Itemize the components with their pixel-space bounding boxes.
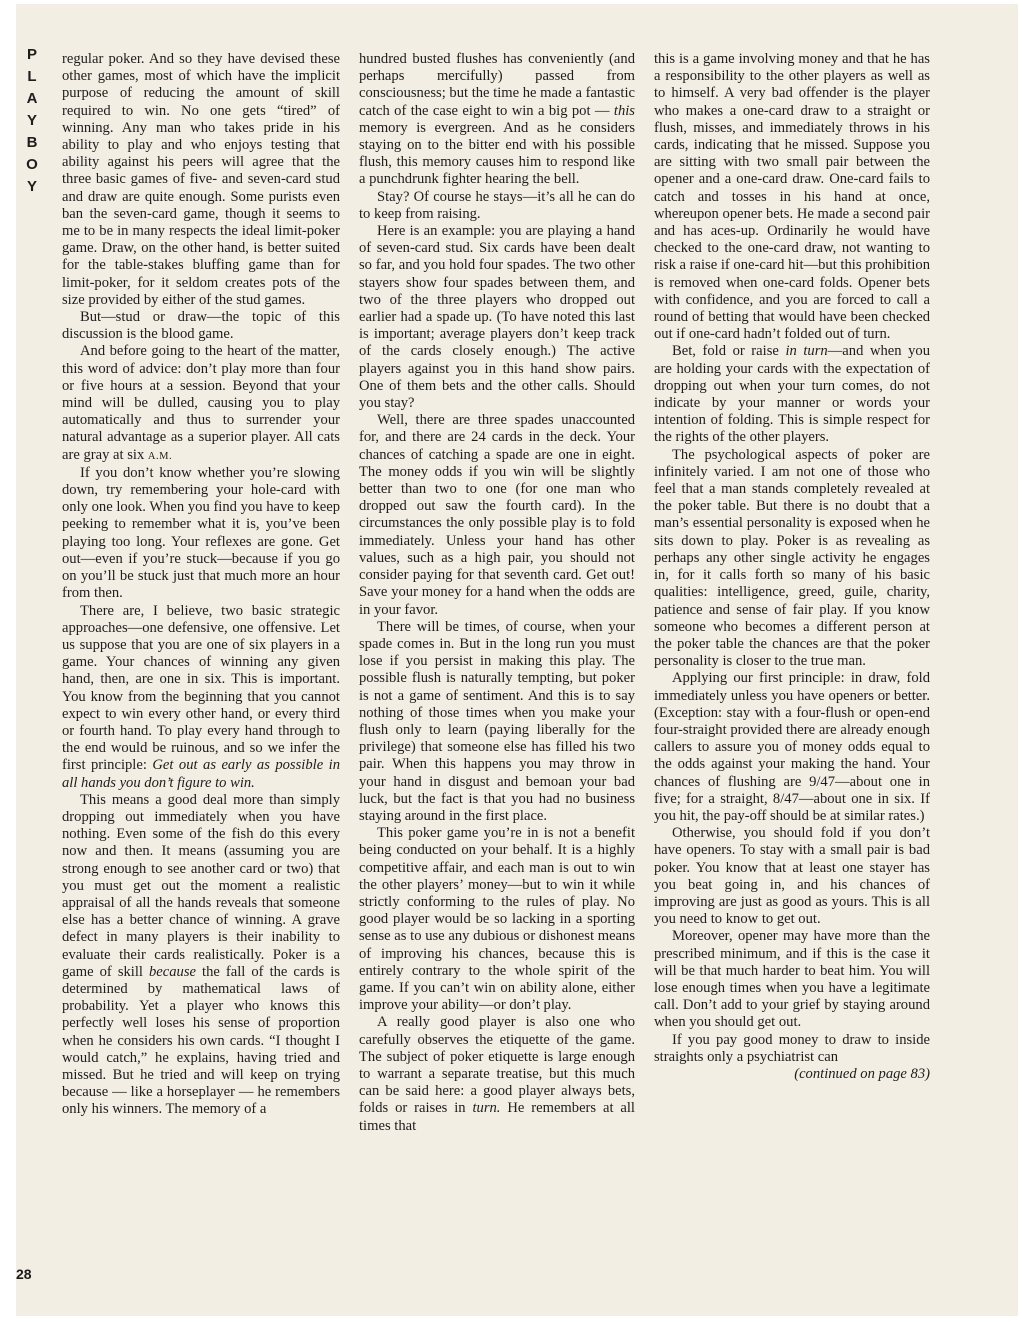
- masthead-letter: P: [26, 46, 37, 63]
- paragraph: If you don’t know whether you’re slowing down, try remembering your hole-card with only one look. When you find you have to keep peeking to remember what it is, you’ve been playing too long. Your reflexes are gone. Get out—even if you’re stuck—because if you go on you’ll be stuck just that much more an hour from then.: [62, 464, 340, 602]
- magazine-masthead: [20, 44, 44, 198]
- italic-text: in turn: [785, 343, 828, 360]
- paragraph: If you pay good money to draw to inside straights only a psychiatrist can: [654, 1031, 930, 1065]
- paragraph: [359, 51, 635, 189]
- paragraph: [359, 1014, 635, 1134]
- masthead-letter: O: [26, 156, 38, 173]
- paragraph-text: There are, I believe, two basic strategic approaches—one defensive, one offensive. Let us suppose that you are one of six players in a game. Your chances of winning any given hand, then, are one in six. This is important. You know from the beginning that you cannot expect to win every other hand, or every third or fourth hand. To play every hand through to the end would be ruinous, and so we infer the first principle:: [62, 602, 340, 774]
- paragraph: regular poker. And so they have devised these other games, most of which have the implicit purpose of reducing the amount of skill required to win. No one gets “tired” of winning. Any man who takes pride in his ability to play and who enjoys testing that ability against his peers will agree that the three basic games of five- and seven-card stud and draw are quite enough. Some purists even ban the seven-card game, though it seems to me to be in many respects the ideal limit-poker game. Draw, on the other hand, is better suited for the table-stakes bluffing game than for limit-poker, for it seldom creates pots of the size provided by either of the stud games.: [62, 51, 340, 308]
- text-column-3: [654, 51, 930, 1083]
- continued-note: (continued on page 83): [794, 1065, 930, 1082]
- paragraph: There will be times, of course, when your spade comes in. But in the long run you must lose if you persist in making this play. The possible flush is naturally tempting, but poker is not a game of sentiment. And this is to say nothing of those times when you make your flush only to learn (paying liberally for the privilege) that someone else has filled his two pair. When this happens you may throw in your hand in disgust and bemoan your bad luck, but the fact is that you had no business staying around in the first place.: [359, 618, 635, 824]
- italic-text: this: [613, 102, 635, 119]
- paragraph: Here is an example: you are playing a hand of seven-card stud. Six cards have been dealt so far, and you hold four spades. The two other stayers show four spades between them, and two of the three players who dropped out earlier had a spade up. (To have noted this last is important; average players don’t keep track of the cards closely enough.) The active players against you in this hand show pairs. One of them bets and the other calls. Should you stay?: [359, 223, 635, 412]
- masthead-letter: Y: [26, 178, 37, 195]
- paragraph: Otherwise, you should fold if you don’t have openers. To stay with a small pair is bad poker. You know that at least one stayer has you beat going in, and his chances of improving are just as good as yours. This is all you need to know to get out.: [654, 825, 930, 928]
- masthead-letter: B: [26, 134, 38, 151]
- paragraph: this is a game involving money and that he has a responsibility to the other players as well as to himself. A very bad offender is the player who makes a one-card draw to a straight or flush, misses, and immediately throws in his cards, indicating that he missed. Suppose you are sitting with two small pair between the opener and a one-card draw. One-card fails to catch and tosses in his hand at once, whereupon opener bets. He made a second pair and has aces-up. Ordinarily he would have checked to the one-card draw, not wanting to risk a raise if one-card hit—but this prohibition is removed when one-card folds. Opener bets with confidence, and you are forced to call a round of betting that would have been checked out if one-card hadn’t folded out of turn.: [654, 51, 931, 343]
- paragraph: This poker game you’re in is not a benefit being conducted on your behalf. It is a highly competitive affair, and each man is out to win the other players’ money—but to win it while strictly conforming to the rules of play. No good player would be so lacking in a sporting sense as to use any dubious or dishonest means of improving his chances, because this is entirely contrary to the whole spirit of the game. If you can’t win on ability alone, either improve your ability—or don’t play.: [359, 825, 635, 1014]
- italic-text: Get out as early as possible in all hands you don’t figure to win.: [62, 757, 340, 791]
- masthead-letter: A: [26, 90, 38, 107]
- small-caps-text: A.M.: [147, 450, 173, 462]
- paragraph-text: hundred busted flushes has conveniently (and perhaps mercifully) passed from consciousness; but the time he made a fantastic catch of the case eight to win a big pot —: [359, 51, 635, 119]
- paragraph-text: Bet, fold or raise: [672, 343, 779, 360]
- paragraph: Well, there are three spades unaccounted for, and there are 24 cards in the deck. Your chances of catching a spade are one in eight. The money odds if you win will be slightly better than two to one (for one man who dropped out saw the fourth card). In the circumstances the only possible play is to fold immediately. Unless your hand has other values, such as a high pair, you should not consider paying for that seventh card. Get out! Save your money for a hand when the odds are in your favor.: [359, 412, 635, 618]
- paragraph-text: memory is evergreen. And as he considers staying on to the bitter end with his possible flush, this memory causes him to respond like a punchdrunk fighter hearing the bell.: [359, 119, 635, 188]
- magazine-page: [16, 4, 1018, 1316]
- paragraph-text: —and when you are holding your cards with the expectation of dropping out when your turn comes, do not indicate by your manner or words your intention of folding. This is simple respect for the rights of the other players.: [654, 343, 931, 446]
- paragraph: [62, 792, 340, 1119]
- paragraph: Stay? Of course he stays—it’s all he can do to keep from raising.: [359, 188, 635, 222]
- paragraph-text: A really good player is also one who carefully observes the etiquette of the game. The subject of poker etiquette is large enough to warrant a separate treatise, but this much can be said here: a good player always bets, folds or raises in: [359, 1014, 635, 1117]
- paragraph-text: This means a good deal more than simply dropping out immediately when you have nothing. Even some of the fish do this every now and then. It means (assuming you are strong enough to see another card or two) that you must get out the moment a realistic appraisal of all the hands reveals that someone else has a better chance of winning. A grave defect in many players is their inability to evaluate their cards realistically. Poker is a game of skill: [62, 791, 340, 980]
- italic-text: turn.: [472, 1100, 501, 1117]
- paragraph: [654, 343, 930, 446]
- masthead-letter: Y: [26, 112, 37, 129]
- paragraph-text: And before going to the heart of the matter, this word of advice: don’t play more than four or five hours at a session. Beyond that your mind will be dulled, causing you to play automatically and thus to surrender your natural advantage as a superior player. All cats are gray at six: [62, 343, 340, 463]
- page-number: 28: [16, 1266, 32, 1282]
- paragraph: But—stud or draw—the topic of this discussion is the blood game.: [62, 309, 340, 343]
- paragraph-text: the fall of the cards is determined by mathematical laws of probability. Yet a player who knows this perfectly well loses his sense of proportion when he considers his own cards. “I thought I would catch,” he explains, having tried and missed. But he tried and will keep on trying because — like a horseplayer — he remembers only his winners. The memory of a: [62, 963, 340, 1118]
- paragraph: The psychological aspects of poker are infinitely varied. I am not one of those who feel that a man stands completely revealed at the poker table. But there is no doubt that a man’s essential personality is exposed when he sits down to play. Poker is as revealing as perhaps any other single activity he engages in, for it calls forth so many of his basic qualities: intelligence, greed, guile, charity, patience and sense of fair play. If you know someone who becomes a different person at the poker table the chances are that the poker personality is closer to the true man.: [654, 446, 930, 670]
- paragraph: Applying our first principle: in draw, fold immediately unless you have openers or better. (Exception: stay with a four-flush or open-end four-straight provided there are already enough callers to assure you of money odds equal to the odds against your making the hand. Your chances of flushing are 9/47—about one in five; for a straight, 8/47—about one in six. If you hit, the pay-off should be at similar rates.): [654, 670, 930, 824]
- text-column-2: [359, 51, 635, 1135]
- text-column-1: [62, 51, 340, 1119]
- masthead-letter: L: [27, 68, 37, 85]
- paragraph: Moreover, opener may have more than the prescribed minimum, and if this is the case it will be that much harder to beat him. You will lose enough times when you have a legitimate call. Don’t add to your grief by staying around when you should get out.: [654, 928, 930, 1031]
- paragraph: [62, 603, 340, 792]
- paragraph-text: He remembers at all times that: [359, 1100, 635, 1134]
- italic-text: because: [149, 963, 197, 980]
- paragraph: [62, 343, 340, 464]
